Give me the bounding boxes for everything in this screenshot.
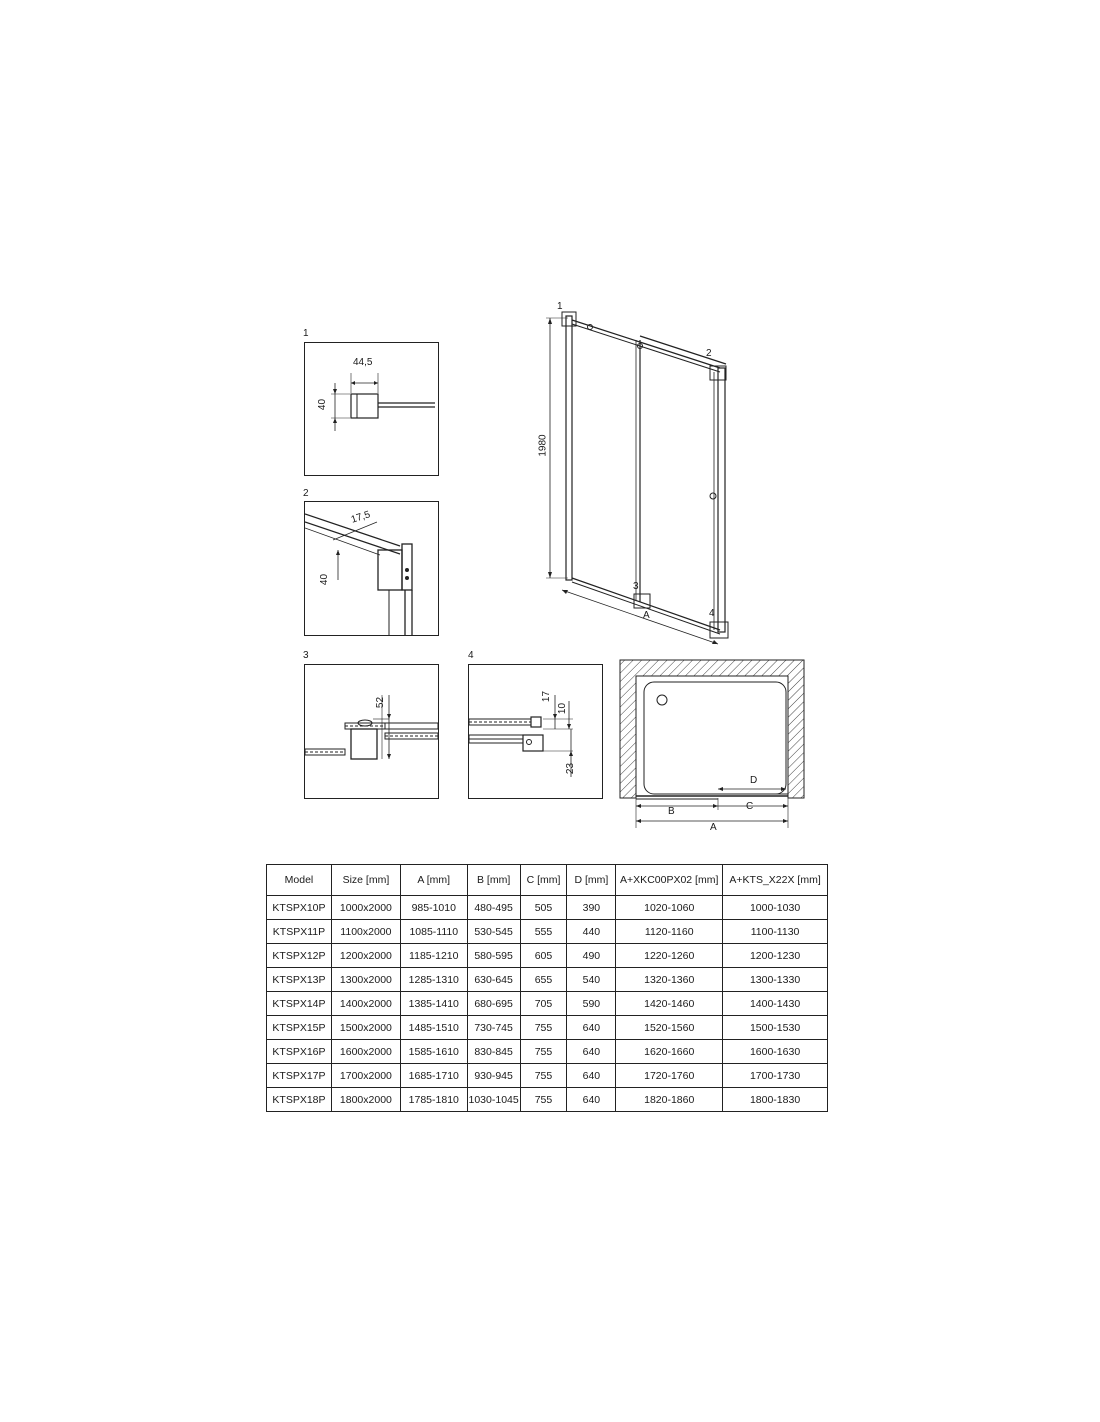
- cell-a-xkc: 1420-1460: [616, 992, 723, 1016]
- table-row: [267, 1016, 828, 1040]
- col-b: B [mm]: [467, 865, 520, 896]
- cell-size: 1500x2000: [331, 1016, 400, 1040]
- cell-d: 640: [567, 1064, 616, 1088]
- cell-a: 1585-1610: [400, 1040, 467, 1064]
- cell-b: 680-695: [467, 992, 520, 1016]
- table-row: [267, 1040, 828, 1064]
- detail-3-bottom-guide: [304, 664, 439, 799]
- cell-d: 490: [567, 944, 616, 968]
- detail-1-width-dim: 44,5: [353, 357, 373, 368]
- cell-size: 1700x2000: [331, 1064, 400, 1088]
- detail-4-mid-dim: 10: [557, 702, 569, 715]
- cell-c: 755: [520, 1088, 567, 1112]
- plan-dim-a: A: [710, 822, 717, 833]
- table-row: [267, 944, 828, 968]
- detail-3-label: 3: [303, 650, 309, 661]
- detail-2-label: 2: [303, 488, 309, 499]
- cell-c: 605: [520, 944, 567, 968]
- cell-size: 1100x2000: [331, 920, 400, 944]
- cell-model: KTSPX12P: [267, 944, 332, 968]
- cell-b: 480-495: [467, 896, 520, 920]
- callout-3: 3: [633, 581, 639, 592]
- cell-d: 640: [567, 1088, 616, 1112]
- callout-2: 2: [706, 348, 712, 359]
- cell-d: 640: [567, 1016, 616, 1040]
- cell-c: 505: [520, 896, 567, 920]
- cell-d: 440: [567, 920, 616, 944]
- cell-a: 1085-1110: [400, 920, 467, 944]
- cell-size: 1200x2000: [331, 944, 400, 968]
- col-a-xkc: A+XKC00PX02 [mm]: [616, 865, 723, 896]
- cell-size: 1800x2000: [331, 1088, 400, 1112]
- plan-view-drawing: [618, 658, 808, 840]
- cell-a-xkc: 1220-1260: [616, 944, 723, 968]
- cell-model: KTSPX17P: [267, 1064, 332, 1088]
- col-a: A [mm]: [400, 865, 467, 896]
- cell-a: 1185-1210: [400, 944, 467, 968]
- cell-a-kts: 1600-1630: [723, 1040, 828, 1064]
- plan-dim-c: C: [746, 801, 754, 812]
- detail-2-top-corner: [304, 501, 439, 636]
- col-size: Size [mm]: [331, 865, 400, 896]
- table-row: [267, 896, 828, 920]
- cell-a: 985-1010: [400, 896, 467, 920]
- cell-c: 555: [520, 920, 567, 944]
- detail-1-wall-profile: [304, 342, 439, 476]
- detail-4-bottom-dim: 23: [565, 762, 577, 775]
- col-a-kts: A+KTS_X22X [mm]: [723, 865, 828, 896]
- cell-a-xkc: 1120-1160: [616, 920, 723, 944]
- table-row: [267, 920, 828, 944]
- cell-d: 640: [567, 1040, 616, 1064]
- cell-size: 1400x2000: [331, 992, 400, 1016]
- cell-a: 1785-1810: [400, 1088, 467, 1112]
- cell-a-kts: 1100-1130: [723, 920, 828, 944]
- col-model: Model: [267, 865, 332, 896]
- cell-model: KTSPX15P: [267, 1016, 332, 1040]
- cell-d: 540: [567, 968, 616, 992]
- cell-b: 730-745: [467, 1016, 520, 1040]
- detail-1-label: 1: [303, 328, 309, 339]
- cell-b: 930-945: [467, 1064, 520, 1088]
- dimensions-table: [266, 864, 828, 1112]
- cell-size: 1000x2000: [331, 896, 400, 920]
- detail-4-drawing: [469, 665, 602, 798]
- cell-a-kts: 1400-1430: [723, 992, 828, 1016]
- plan-view-lines: [618, 658, 808, 840]
- callout-1: 1: [557, 301, 563, 312]
- cell-model: KTSPX11P: [267, 920, 332, 944]
- cell-c: 755: [520, 1064, 567, 1088]
- cell-c: 755: [520, 1040, 567, 1064]
- cell-model: KTSPX14P: [267, 992, 332, 1016]
- table-row: [267, 1064, 828, 1088]
- door-height-dim: 1980: [537, 434, 549, 457]
- detail-2-offset-dim: 17,5: [349, 509, 372, 526]
- cell-d: 590: [567, 992, 616, 1016]
- door-perspective-drawing: [530, 300, 750, 660]
- cell-model: KTSPX18P: [267, 1088, 332, 1112]
- cell-size: 1600x2000: [331, 1040, 400, 1064]
- door-perspective-lines: [530, 300, 750, 660]
- cell-model: KTSPX16P: [267, 1040, 332, 1064]
- cell-b: 580-595: [467, 944, 520, 968]
- cell-a: 1385-1410: [400, 992, 467, 1016]
- cell-model: KTSPX10P: [267, 896, 332, 920]
- cell-a-kts: 1700-1730: [723, 1064, 828, 1088]
- cell-a-kts: 1800-1830: [723, 1088, 828, 1112]
- door-width-dim-a: A: [643, 610, 650, 621]
- detail-2-height-dim: 40: [319, 573, 331, 586]
- detail-1-height-dim: 40: [317, 398, 329, 411]
- detail-4-top-dim: 17: [541, 690, 553, 703]
- cell-d: 390: [567, 896, 616, 920]
- cell-b: 830-845: [467, 1040, 520, 1064]
- callout-4: 4: [709, 608, 715, 619]
- cell-a: 1485-1510: [400, 1016, 467, 1040]
- plan-dim-b: B: [668, 806, 675, 817]
- table-header-row: [267, 865, 828, 896]
- cell-b: 630-645: [467, 968, 520, 992]
- cell-b: 1030-1045: [467, 1088, 520, 1112]
- cell-a-xkc: 1820-1860: [616, 1088, 723, 1112]
- cell-c: 655: [520, 968, 567, 992]
- cell-a-xkc: 1020-1060: [616, 896, 723, 920]
- cell-a-xkc: 1520-1560: [616, 1016, 723, 1040]
- detail-3-height-dim: 52: [375, 696, 387, 709]
- cell-a: 1685-1710: [400, 1064, 467, 1088]
- cell-a-kts: 1200-1230: [723, 944, 828, 968]
- plan-dim-d: D: [750, 775, 758, 786]
- cell-b: 530-545: [467, 920, 520, 944]
- cell-a-xkc: 1720-1760: [616, 1064, 723, 1088]
- table-row: [267, 992, 828, 1016]
- cell-a-xkc: 1620-1660: [616, 1040, 723, 1064]
- table-row: [267, 1088, 828, 1112]
- cell-a: 1285-1310: [400, 968, 467, 992]
- cell-c: 755: [520, 1016, 567, 1040]
- col-c: C [mm]: [520, 865, 567, 896]
- detail-4-label: 4: [468, 650, 474, 661]
- cell-a-kts: 1300-1330: [723, 968, 828, 992]
- cell-c: 705: [520, 992, 567, 1016]
- cell-a-xkc: 1320-1360: [616, 968, 723, 992]
- detail-3-drawing: [305, 665, 438, 798]
- table-row: [267, 968, 828, 992]
- detail-2-drawing: [305, 502, 438, 635]
- cell-a-kts: 1000-1030: [723, 896, 828, 920]
- cell-model: KTSPX13P: [267, 968, 332, 992]
- col-d: D [mm]: [567, 865, 616, 896]
- cell-a-kts: 1500-1530: [723, 1016, 828, 1040]
- cell-size: 1300x2000: [331, 968, 400, 992]
- detail-4-bottom-corner: [468, 664, 603, 799]
